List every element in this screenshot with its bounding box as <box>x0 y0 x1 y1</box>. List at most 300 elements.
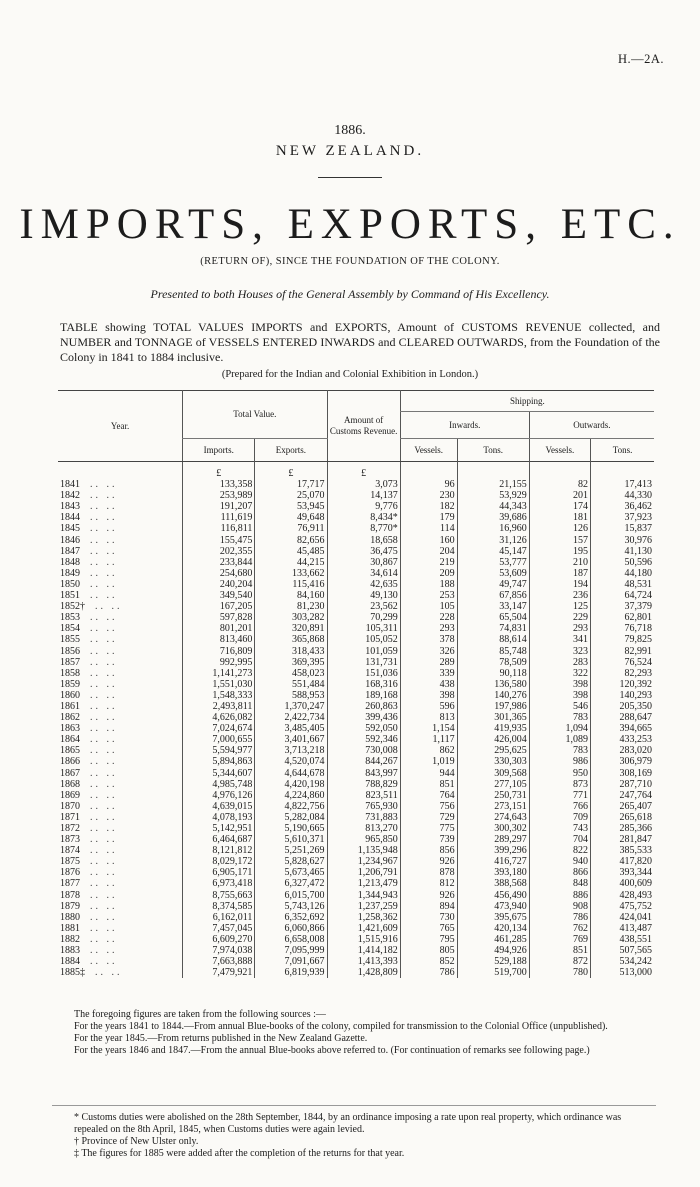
inwards-vessels-cell: 105 <box>400 601 457 612</box>
year-cell <box>58 646 183 657</box>
outwards-tons-cell: 393,344 <box>591 867 654 878</box>
customs-cell: 765,930 <box>327 801 400 812</box>
imports-cell: 1,551,030 <box>183 679 255 690</box>
year-label: 1855 <box>60 634 80 646</box>
customs-cell: 1,413,393 <box>327 956 400 967</box>
year-cell <box>58 590 183 601</box>
note-line: For the years 1846 and 1847.—From the annual Blue-books above referred to. (For continuation of remarks see following page.) <box>74 1045 590 1056</box>
inwards-vessels-cell: 894 <box>400 901 457 912</box>
inwards-tons-cell: 399,296 <box>457 845 529 856</box>
inwards-tons-cell: 31,126 <box>457 535 529 546</box>
inwards-vessels-cell: 1,019 <box>400 756 457 767</box>
customs-cell: 844,267 <box>327 756 400 767</box>
leader-dots: .. .. <box>90 678 118 690</box>
inwards-tons-cell: 49,747 <box>457 579 529 590</box>
leader-dots: .. .. <box>90 911 118 923</box>
inwards-tons-cell: 136,580 <box>457 679 529 690</box>
table-row <box>58 934 654 945</box>
outwards-tons-cell: 475,752 <box>591 901 654 912</box>
outwards-vessels-cell: 82 <box>529 479 590 490</box>
table-row <box>58 679 654 690</box>
source-notes <box>52 1009 656 1057</box>
inwards-tons-cell: 529,188 <box>457 956 529 967</box>
table-row <box>58 712 654 723</box>
year-cell <box>58 557 183 568</box>
imports-cell: 801,201 <box>183 623 255 634</box>
year-cell <box>58 546 183 557</box>
leader-dots: .. .. <box>90 889 118 901</box>
outwards-tons-cell: 433,253 <box>591 734 654 745</box>
table-row <box>58 923 654 934</box>
outwards-vessels-cell: 125 <box>529 601 590 612</box>
customs-cell: 8,770* <box>327 523 400 534</box>
exports-cell: 84,160 <box>255 590 327 601</box>
year-label: 1868 <box>60 778 80 790</box>
outwards-tons-cell: 76,524 <box>591 657 654 668</box>
year-cell <box>58 834 183 845</box>
outwards-vessels-cell: 769 <box>529 934 590 945</box>
inwards-vessels-cell: 765 <box>400 923 457 934</box>
outwards-tons-cell: 15,837 <box>591 523 654 534</box>
inwards-vessels-cell: 1,117 <box>400 734 457 745</box>
outwards-vessels-cell: 783 <box>529 712 590 723</box>
inwards-tons-cell: 21,155 <box>457 479 529 490</box>
year-label: 1865 <box>60 745 80 757</box>
table-row <box>58 745 654 756</box>
year-label: 1852† <box>60 601 85 613</box>
leader-dots: .. .. <box>90 556 118 568</box>
year-label: 1867 <box>60 767 80 779</box>
leader-dots: .. .. <box>90 712 118 724</box>
exports-cell: 82,656 <box>255 535 327 546</box>
leader-dots: .. .. <box>90 922 118 934</box>
customs-cell: 399,436 <box>327 712 400 723</box>
country-title: NEW ZEALAND. <box>275 143 425 159</box>
leader-dots: .. .. <box>90 767 118 779</box>
table-row <box>58 535 654 546</box>
outwards-vessels-cell: 873 <box>529 779 590 790</box>
imports-cell: 7,974,038 <box>183 945 255 956</box>
prepared-note: (Prepared for the Indian and Colonial Exhibition in London.) <box>221 369 479 380</box>
year-cell <box>58 568 183 579</box>
year-cell <box>58 801 183 812</box>
inwards-tons-cell: 53,929 <box>457 490 529 501</box>
year-cell <box>58 535 183 546</box>
outwards-tons-cell: 76,718 <box>591 623 654 634</box>
exports-cell: 303,282 <box>255 612 327 623</box>
table-row <box>58 867 654 878</box>
exports-cell: 4,224,860 <box>255 790 327 801</box>
inwards-vessels-cell: 182 <box>400 501 457 512</box>
outwards-vessels-header: Vessels. <box>529 439 590 462</box>
outwards-tons-cell: 62,801 <box>591 612 654 623</box>
year-cell <box>58 867 183 878</box>
imports-cell: 6,609,270 <box>183 934 255 945</box>
customs-cell: 1,515,916 <box>327 934 400 945</box>
imports-cell: 1,141,273 <box>183 668 255 679</box>
exports-cell: 5,282,084 <box>255 812 327 823</box>
document-year: 1886. <box>334 123 366 138</box>
exports-cell: 45,485 <box>255 546 327 557</box>
exports-cell: 5,190,665 <box>255 823 327 834</box>
inwards-tons-cell: 419,935 <box>457 723 529 734</box>
outwards-vessels-cell: 709 <box>529 812 590 823</box>
exports-cell: 2,422,734 <box>255 712 327 723</box>
inwards-tons-cell: 395,675 <box>457 912 529 923</box>
exports-cell: 320,891 <box>255 623 327 634</box>
customs-cell: 70,299 <box>327 612 400 623</box>
year-label: 1862 <box>60 712 80 724</box>
inwards-vessels-cell: 775 <box>400 823 457 834</box>
leader-dots: .. .. <box>90 856 118 868</box>
inwards-vessels-cell: 160 <box>400 535 457 546</box>
presented-line: Presented to both Houses of the General Assembly by Command of His Excellency. <box>150 287 550 301</box>
page-headline: IMPORTS, EXPORTS, ETC. <box>19 201 681 248</box>
year-cell <box>58 668 183 679</box>
inwards-tons-cell: 289,297 <box>457 834 529 845</box>
imports-cell: 8,029,172 <box>183 856 255 867</box>
year-label: 1851 <box>60 590 80 602</box>
outwards-vessels-cell: 210 <box>529 557 590 568</box>
footnotes <box>52 1112 656 1160</box>
outwards-vessels-cell: 704 <box>529 834 590 845</box>
outwards-tons-cell: 48,531 <box>591 579 654 590</box>
year-cell <box>58 823 183 834</box>
inwards-vessels-cell: 398 <box>400 690 457 701</box>
leader-dots: .. .. <box>90 612 118 624</box>
leader-dots: .. .. <box>90 867 118 879</box>
exports-cell: 5,743,126 <box>255 901 327 912</box>
inwards-vessels-cell: 851 <box>400 779 457 790</box>
outwards-tons-cell: 30,976 <box>591 535 654 546</box>
year-label: 1859 <box>60 678 80 690</box>
imports-cell: 8,374,585 <box>183 901 255 912</box>
table-row <box>58 823 654 834</box>
year-label: 1882 <box>60 933 80 945</box>
outwards-tons-cell: 513,000 <box>591 967 654 978</box>
outwards-tons-cell: 50,596 <box>591 557 654 568</box>
imports-cell: 8,121,812 <box>183 845 255 856</box>
outwards-vessels-cell: 322 <box>529 668 590 679</box>
inwards-tons-cell: 300,302 <box>457 823 529 834</box>
outwards-tons-cell: 265,407 <box>591 801 654 812</box>
customs-cell: 36,475 <box>327 546 400 557</box>
exports-cell: 81,230 <box>255 601 327 612</box>
year-label: 1877 <box>60 878 80 890</box>
outwards-vessels-cell: 181 <box>529 512 590 523</box>
footnote: * Customs duties were abolished on the 28th September, 1844, by an ordinance imposing a rate upon real property, which ordinance was repealed on the 8th April, 1845, when Customs duties were again levied. <box>74 1112 622 1135</box>
year-cell <box>58 679 183 690</box>
table-row <box>58 768 654 779</box>
table-row <box>58 901 654 912</box>
title-rule <box>318 177 382 178</box>
outwards-tons-cell: 205,350 <box>591 701 654 712</box>
outwards-tons-cell: 265,618 <box>591 812 654 823</box>
leader-dots: .. .. <box>90 811 118 823</box>
leader-dots: .. .. <box>90 490 118 502</box>
inwards-tons-cell: 273,151 <box>457 801 529 812</box>
inwards-tons-cell: 301,365 <box>457 712 529 723</box>
exports-cell: 49,648 <box>255 512 327 523</box>
inwards-tons-cell: 88,614 <box>457 634 529 645</box>
customs-cell: 30,867 <box>327 557 400 568</box>
exports-cell: 3,713,218 <box>255 745 327 756</box>
leader-dots: .. .. <box>90 567 118 579</box>
year-cell <box>58 579 183 590</box>
customs-cell: 42,635 <box>327 579 400 590</box>
inwards-tons-cell: 65,504 <box>457 612 529 623</box>
year-label: 1863 <box>60 723 80 735</box>
year-label: 1844 <box>60 512 80 524</box>
table-row <box>58 779 654 790</box>
table-row <box>58 546 654 557</box>
customs-cell: 1,206,791 <box>327 867 400 878</box>
inwards-tons-cell: 473,940 <box>457 901 529 912</box>
customs-cell: 1,135,948 <box>327 845 400 856</box>
year-cell <box>58 512 183 523</box>
year-label: 1847 <box>60 545 80 557</box>
outwards-vessels-cell: 866 <box>529 867 590 878</box>
imports-cell: 4,639,015 <box>183 801 255 812</box>
customs-cell: 3,073 <box>327 479 400 490</box>
leader-dots: .. .. <box>90 689 118 701</box>
year-label: 1870 <box>60 800 80 812</box>
document-reference: H.—2A. <box>617 52 664 66</box>
table-row <box>58 623 654 634</box>
year-label: 1866 <box>60 756 80 768</box>
imports-cell: 2,493,811 <box>183 701 255 712</box>
exports-cell: 5,828,627 <box>255 856 327 867</box>
outwards-tons-cell: 534,242 <box>591 956 654 967</box>
inwards-vessels-cell: 209 <box>400 568 457 579</box>
outwards-tons-cell: 64,724 <box>591 590 654 601</box>
customs-header: Amount of Customs Revenue. <box>327 391 400 462</box>
year-cell <box>58 756 183 767</box>
leader-dots: .. .. <box>95 967 123 979</box>
imports-cell: 349,540 <box>183 590 255 601</box>
year-label: 1841 <box>60 479 80 491</box>
outwards-tons-cell: 438,551 <box>591 934 654 945</box>
imports-cell: 5,142,951 <box>183 823 255 834</box>
customs-cell: 592,050 <box>327 723 400 734</box>
table-row <box>58 646 654 657</box>
inwards-vessels-cell: 293 <box>400 623 457 634</box>
outwards-vessels-cell: 398 <box>529 690 590 701</box>
customs-cell: 105,052 <box>327 634 400 645</box>
exports-cell: 44,215 <box>255 557 327 568</box>
inwards-tons-cell: 53,777 <box>457 557 529 568</box>
outwards-vessels-cell: 872 <box>529 956 590 967</box>
exports-cell: 5,673,465 <box>255 867 327 878</box>
leader-dots: .. .. <box>90 590 118 602</box>
inwards-tons-cell: 494,926 <box>457 945 529 956</box>
imports-cell: 5,594,977 <box>183 745 255 756</box>
note-line: The foregoing figures are taken from the following sources :— <box>74 1009 326 1020</box>
year-cell <box>58 501 183 512</box>
inwards-tons-cell: 393,180 <box>457 867 529 878</box>
imports-cell: 191,207 <box>183 501 255 512</box>
customs-cell: 168,316 <box>327 679 400 690</box>
inwards-vessels-cell: 795 <box>400 934 457 945</box>
exports-cell: 6,819,939 <box>255 967 327 978</box>
year-label: 1881 <box>60 922 80 934</box>
customs-cell: 731,883 <box>327 812 400 823</box>
inwards-tons-cell: 416,727 <box>457 856 529 867</box>
exports-cell: 6,658,008 <box>255 934 327 945</box>
outwards-vessels-cell: 341 <box>529 634 590 645</box>
imports-cell: 597,828 <box>183 612 255 623</box>
outwards-tons-cell: 308,169 <box>591 768 654 779</box>
inwards-tons-cell: 277,105 <box>457 779 529 790</box>
year-label: 1871 <box>60 811 80 823</box>
exports-cell: 7,095,999 <box>255 945 327 956</box>
table-row <box>58 634 654 645</box>
year-label: 1856 <box>60 645 80 657</box>
leader-dots: .. .. <box>90 634 118 646</box>
outwards-vessels-cell: 283 <box>529 657 590 668</box>
inwards-vessels-cell: 812 <box>400 878 457 889</box>
year-label: 1846 <box>60 534 80 546</box>
outwards-tons-cell: 140,293 <box>591 690 654 701</box>
table-row <box>58 701 654 712</box>
leader-dots: .. .. <box>90 667 118 679</box>
table-row <box>58 557 654 568</box>
year-cell <box>58 523 183 534</box>
note-line: For the year 1845.—From returns published in the New Zealand Gazette. <box>74 1033 368 1044</box>
outwards-vessels-cell: 201 <box>529 490 590 501</box>
inwards-vessels-cell: 179 <box>400 512 457 523</box>
currency-customs: £ <box>327 462 400 480</box>
inwards-tons-cell: 197,986 <box>457 701 529 712</box>
inwards-vessels-cell: 852 <box>400 956 457 967</box>
footnote-rule <box>52 1105 656 1106</box>
customs-cell: 9,776 <box>327 501 400 512</box>
outwards-tons-cell: 82,293 <box>591 668 654 679</box>
table-row <box>58 490 654 501</box>
outwards-vessels-cell: 157 <box>529 535 590 546</box>
table-row <box>58 668 654 679</box>
imports-cell: 167,205 <box>183 601 255 612</box>
customs-cell: 34,614 <box>327 568 400 579</box>
inwards-vessels-cell: 339 <box>400 668 457 679</box>
leader-dots: .. .. <box>90 723 118 735</box>
table-row <box>58 523 654 534</box>
exports-cell: 6,060,866 <box>255 923 327 934</box>
year-cell <box>58 878 183 889</box>
inwards-vessels-cell: 926 <box>400 856 457 867</box>
year-cell <box>58 790 183 801</box>
customs-cell: 1,234,967 <box>327 856 400 867</box>
customs-cell: 105,311 <box>327 623 400 634</box>
year-label: 1861 <box>60 700 80 712</box>
imports-cell: 716,809 <box>183 646 255 657</box>
outwards-tons-cell: 424,041 <box>591 912 654 923</box>
customs-cell: 131,731 <box>327 657 400 668</box>
table-row <box>58 690 654 701</box>
outwards-tons-cell: 288,647 <box>591 712 654 723</box>
outwards-tons-cell: 394,665 <box>591 723 654 734</box>
table-row <box>58 723 654 734</box>
exports-cell: 551,484 <box>255 679 327 690</box>
table-row <box>58 756 654 767</box>
outwards-tons-cell: 283,020 <box>591 745 654 756</box>
imports-cell: 7,663,888 <box>183 956 255 967</box>
statistics-table <box>58 390 654 978</box>
year-label: 1878 <box>60 889 80 901</box>
inwards-tons-cell: 78,509 <box>457 657 529 668</box>
outwards-vessels-cell: 986 <box>529 756 590 767</box>
inwards-vessels-cell: 764 <box>400 790 457 801</box>
year-label: 1857 <box>60 656 80 668</box>
leader-dots: .. .. <box>90 878 118 890</box>
customs-cell: 1,414,182 <box>327 945 400 956</box>
outwards-vessels-cell: 194 <box>529 579 590 590</box>
exports-cell: 133,662 <box>255 568 327 579</box>
table-row <box>58 878 654 889</box>
customs-cell: 1,258,362 <box>327 912 400 923</box>
inwards-vessels-cell: 96 <box>400 479 457 490</box>
table-row <box>58 956 654 967</box>
leader-dots: .. .. <box>90 778 118 790</box>
imports-header: Imports. <box>183 439 255 462</box>
imports-cell: 8,755,663 <box>183 890 255 901</box>
exports-header: Exports. <box>255 439 327 462</box>
shipping-header: Shipping. <box>400 391 654 412</box>
leader-dots: .. .. <box>90 823 118 834</box>
customs-cell: 189,168 <box>327 690 400 701</box>
year-cell <box>58 601 183 612</box>
imports-cell: 4,626,082 <box>183 712 255 723</box>
imports-cell: 6,162,011 <box>183 912 255 923</box>
outwards-vessels-cell: 236 <box>529 590 590 601</box>
table-body <box>58 462 654 979</box>
outwards-vessels-cell: 908 <box>529 901 590 912</box>
imports-cell: 1,548,333 <box>183 690 255 701</box>
leader-dots: .. .. <box>90 578 118 590</box>
outwards-vessels-cell: 1,094 <box>529 723 590 734</box>
inwards-vessels-cell: 230 <box>400 490 457 501</box>
leader-dots: .. .. <box>90 800 118 812</box>
customs-cell: 14,137 <box>327 490 400 501</box>
year-label: 1880 <box>60 911 80 923</box>
year-cell <box>58 923 183 934</box>
year-cell <box>58 912 183 923</box>
inwards-tons-cell: 309,568 <box>457 768 529 779</box>
outwards-tons-cell: 385,533 <box>591 845 654 856</box>
year-cell <box>58 690 183 701</box>
table-row <box>58 612 654 623</box>
year-label: 1883 <box>60 945 80 957</box>
imports-cell: 5,894,863 <box>183 756 255 767</box>
exports-cell: 17,717 <box>255 479 327 490</box>
outwards-vessels-cell: 848 <box>529 878 590 889</box>
inwards-tons-cell: 90,118 <box>457 668 529 679</box>
exports-cell: 7,091,667 <box>255 956 327 967</box>
exports-cell: 6,352,692 <box>255 912 327 923</box>
customs-cell: 730,008 <box>327 745 400 756</box>
customs-cell: 813,270 <box>327 823 400 834</box>
exports-cell: 6,015,700 <box>255 890 327 901</box>
leader-dots: .. .. <box>90 756 118 768</box>
exports-cell: 4,644,678 <box>255 768 327 779</box>
currency-imports: £ <box>183 462 255 480</box>
year-cell <box>58 779 183 790</box>
outwards-tons-header: Tons. <box>591 439 654 462</box>
outwards-vessels-cell: 783 <box>529 745 590 756</box>
inwards-tons-cell: 85,748 <box>457 646 529 657</box>
year-label: 1858 <box>60 667 80 679</box>
year-label: 1845 <box>60 523 80 535</box>
